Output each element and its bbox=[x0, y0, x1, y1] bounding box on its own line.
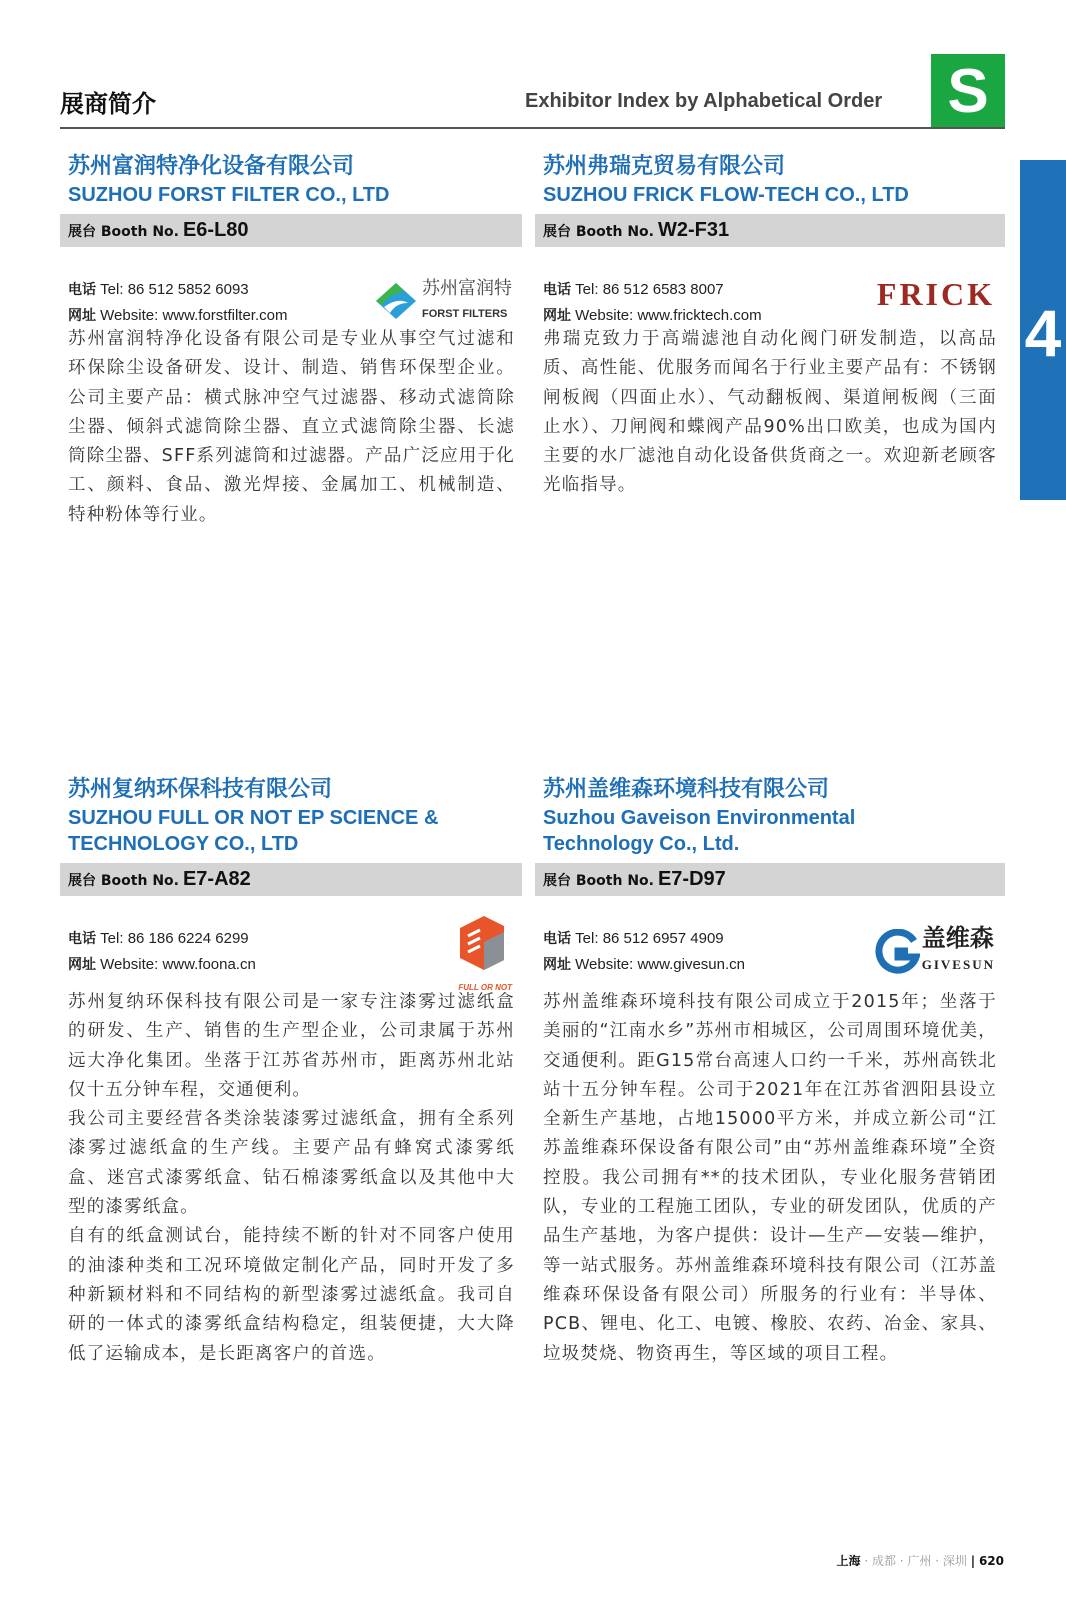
page-title-en: Exhibitor Index by Alphabetical Order bbox=[525, 90, 883, 112]
logo-text-cn: 盖维森 bbox=[921, 925, 994, 952]
logo-text-en: FORST FILTERS bbox=[422, 308, 508, 320]
booth-label-cn: 展台 bbox=[68, 224, 96, 240]
company-name-cn: 苏州盖维森环境科技有限公司 bbox=[543, 777, 830, 802]
tel-label: Tel: bbox=[575, 930, 599, 947]
logo-text-cn: 苏州富润特 bbox=[422, 278, 512, 298]
footer-city-main: 上海 bbox=[836, 1554, 861, 1568]
description-paragraph: 苏州富润特净化设备有限公司是专业从事空气过滤和环保除尘设备研发、设计、制造、销售环保型企业。公司主要产品：横式脉冲空气过滤器、移动式滤筒除尘器、倾斜式滤筒除尘器、直立式滤筒除尘器、长滤筒除尘器、SFF系列滤筒和过滤器。产品广泛应用于化工、颜料、食品、激光焊接、金属加工、机械制造、特种粉体等行业。 bbox=[68, 329, 515, 525]
exhibitor-card bbox=[60, 152, 522, 530]
exhibitor-card bbox=[60, 775, 522, 1369]
phone: 86 512 6957 4909 bbox=[602, 930, 724, 947]
footer-cities: · 成都 · 广州 · 深圳 bbox=[864, 1554, 967, 1568]
company-name-en: SUZHOU FORST FILTER CO., LTD bbox=[68, 184, 390, 206]
booth-number: E6-L80 bbox=[182, 219, 249, 241]
tel-label-cn: 电话 bbox=[68, 282, 96, 298]
booth-number: E7-A82 bbox=[182, 868, 251, 890]
company-description bbox=[60, 325, 515, 530]
exhibitor-card bbox=[535, 152, 1005, 501]
contact-info bbox=[535, 896, 1005, 996]
phone: 86 512 5852 6093 bbox=[127, 281, 249, 298]
tel-label: Tel: bbox=[100, 930, 124, 947]
description-paragraph: 苏州盖维森环境科技有限公司成立于2015年；坐落于美丽的“江南水乡”苏州市相城区，公司周围环境优美，交通便利。距G15常台高速人口约一千米，苏州高铁北站十五分钟车程。公司于2021年在江苏省泗阳县设立全新生产基地，占地15000平方米，并成立新公司“江苏盖维森环保设备有限公司”由“苏州盖维森环境”全资控股。我公司拥有**的技术团队，专业化服务营销团队，专业的工程施工团队，专业的研发团队，优质的产品生产基地，为客户提供：设计—生产—安装—维护，等一站式服务。苏州盖维森环境科技有限公司（江苏盖维森环保设备有限公司）所服务的行业有：半导体、PCB、锂电、化工、电镀、橡胶、农药、冶金、家具、垃圾焚烧、物资再生，等区域的项目工程。 bbox=[543, 992, 997, 1364]
tel-label: Tel: bbox=[575, 281, 599, 298]
logo-text-en: GIVESUN bbox=[921, 957, 995, 972]
booth-bar bbox=[60, 863, 522, 896]
company-name-cn: 苏州弗瑞克贸易有限公司 bbox=[543, 154, 786, 179]
web-label-cn: 网址 bbox=[543, 308, 571, 324]
description-paragraph: 苏州复纳环保科技有限公司是一家专注漆雾过滤纸盒的研发、生产、销售的生产型企业，公司隶属于苏州远大净化集团。坐落于江苏省苏州市，距离苏州北站仅十五分钟车程，交通便利。 bbox=[68, 992, 515, 1100]
phone: 86 512 6583 8007 bbox=[602, 281, 724, 298]
booth-label-en: Booth No. bbox=[575, 224, 654, 240]
company-description bbox=[535, 988, 997, 1369]
description-paragraph: 自有的纸盒测试台，能持续不断的针对不同客户使用的油漆种类和工况环境做定制化产品，同时开发了多种新颖材料和不同结构的新型漆雾过滤纸盒。我司自研的一体式的漆雾纸盒结构稳定，组装便捷，大大降低了运输成本，是长距离客户的首选。 bbox=[68, 1226, 515, 1364]
tel-label-cn: 电话 bbox=[543, 282, 571, 298]
web-label: Website: bbox=[575, 956, 634, 973]
page-title-cn: 展商简介 bbox=[60, 90, 156, 118]
booth-label-en: Booth No. bbox=[100, 224, 179, 240]
letter-badge: S bbox=[931, 54, 1005, 129]
company-description bbox=[60, 988, 515, 1369]
website-link[interactable]: www.givesun.cn bbox=[637, 956, 745, 973]
booth-label-en: Booth No. bbox=[100, 873, 179, 889]
company-name-cn: 苏州复纳环保科技有限公司 bbox=[68, 777, 333, 802]
contact-info bbox=[60, 896, 522, 996]
page-number: 620 bbox=[978, 1554, 1004, 1568]
booth-label-cn: 展台 bbox=[68, 873, 96, 889]
web-label-cn: 网址 bbox=[543, 957, 571, 973]
company-description bbox=[535, 325, 997, 501]
tel-label: Tel: bbox=[100, 281, 124, 298]
booth-label-cn: 展台 bbox=[543, 873, 571, 889]
booth-number: E7-D97 bbox=[657, 868, 726, 890]
booth-bar bbox=[535, 214, 1005, 247]
company-name-en: Suzhou Gaveison Environmental Technology Co., Ltd. bbox=[543, 807, 856, 855]
logo-text-en: FULL OR NOT bbox=[458, 983, 512, 992]
booth-label-en: Booth No. bbox=[575, 873, 654, 889]
section-tab: 4 bbox=[1020, 160, 1066, 500]
company-logo bbox=[374, 275, 512, 327]
website-link[interactable]: www.forstfilter.com bbox=[162, 307, 288, 324]
web-label: Website: bbox=[575, 307, 634, 324]
web-label: Website: bbox=[100, 956, 159, 973]
givesun-logo-icon bbox=[874, 929, 920, 975]
web-label-cn: 网址 bbox=[68, 957, 96, 973]
description-paragraph: 我公司主要经营各类涂装漆雾过滤纸盒，拥有全系列漆雾过滤纸盒的生产线。主要产品有蜂窝式漆雾纸盒、迷宫式漆雾纸盒、钻石棉漆雾纸盒以及其他中大型的漆雾纸盒。 bbox=[68, 1109, 515, 1218]
page-footer: 上海 · 成都 · 广州 · 深圳 | 620 bbox=[836, 1554, 1004, 1568]
booth-number: W2-F31 bbox=[657, 219, 730, 241]
website-link[interactable]: www.fricktech.com bbox=[637, 307, 762, 324]
exhibitor-card bbox=[535, 775, 1005, 1369]
contact-info bbox=[60, 247, 522, 325]
contact-info bbox=[535, 247, 1005, 325]
tel-label-cn: 电话 bbox=[68, 931, 96, 947]
forst-logo-icon bbox=[374, 281, 418, 321]
company-name-cn: 苏州富润特净化设备有限公司 bbox=[68, 154, 355, 179]
header-divider bbox=[60, 127, 1005, 129]
booth-bar bbox=[60, 214, 522, 247]
description-paragraph: 弗瑞克致力于高端滤池自动化阀门研发制造，以高品质、高性能、优服务而闻名于行业主要产品有：不锈钢闸板阀（四面止水）、气动翻板阀、渠道闸板阀（三面止水）、刀闸阀和蝶阀产品90%出口欧美，也成为国内主要的水厂滤池自动化设备供货商之一。欢迎新老顾客光临指导。 bbox=[543, 329, 997, 496]
web-label: Website: bbox=[100, 307, 159, 324]
phone: 86 186 6224 6299 bbox=[127, 930, 249, 947]
booth-bar bbox=[535, 863, 1005, 896]
booth-label-cn: 展台 bbox=[543, 224, 571, 240]
company-logo: FRICK bbox=[876, 276, 995, 312]
website-link[interactable]: www.foona.cn bbox=[162, 956, 256, 973]
company-logo bbox=[874, 926, 995, 978]
tel-label-cn: 电话 bbox=[543, 931, 571, 947]
company-name-en: SUZHOU FULL OR NOT EP SCIENCE & TECHNOLOGY CO., LTD bbox=[68, 807, 439, 855]
web-label-cn: 网址 bbox=[68, 308, 96, 324]
company-name-en: SUZHOU FRICK FLOW-TECH CO., LTD bbox=[543, 184, 909, 206]
company-logo bbox=[450, 914, 512, 1001]
fullornot-logo-icon bbox=[450, 914, 512, 972]
